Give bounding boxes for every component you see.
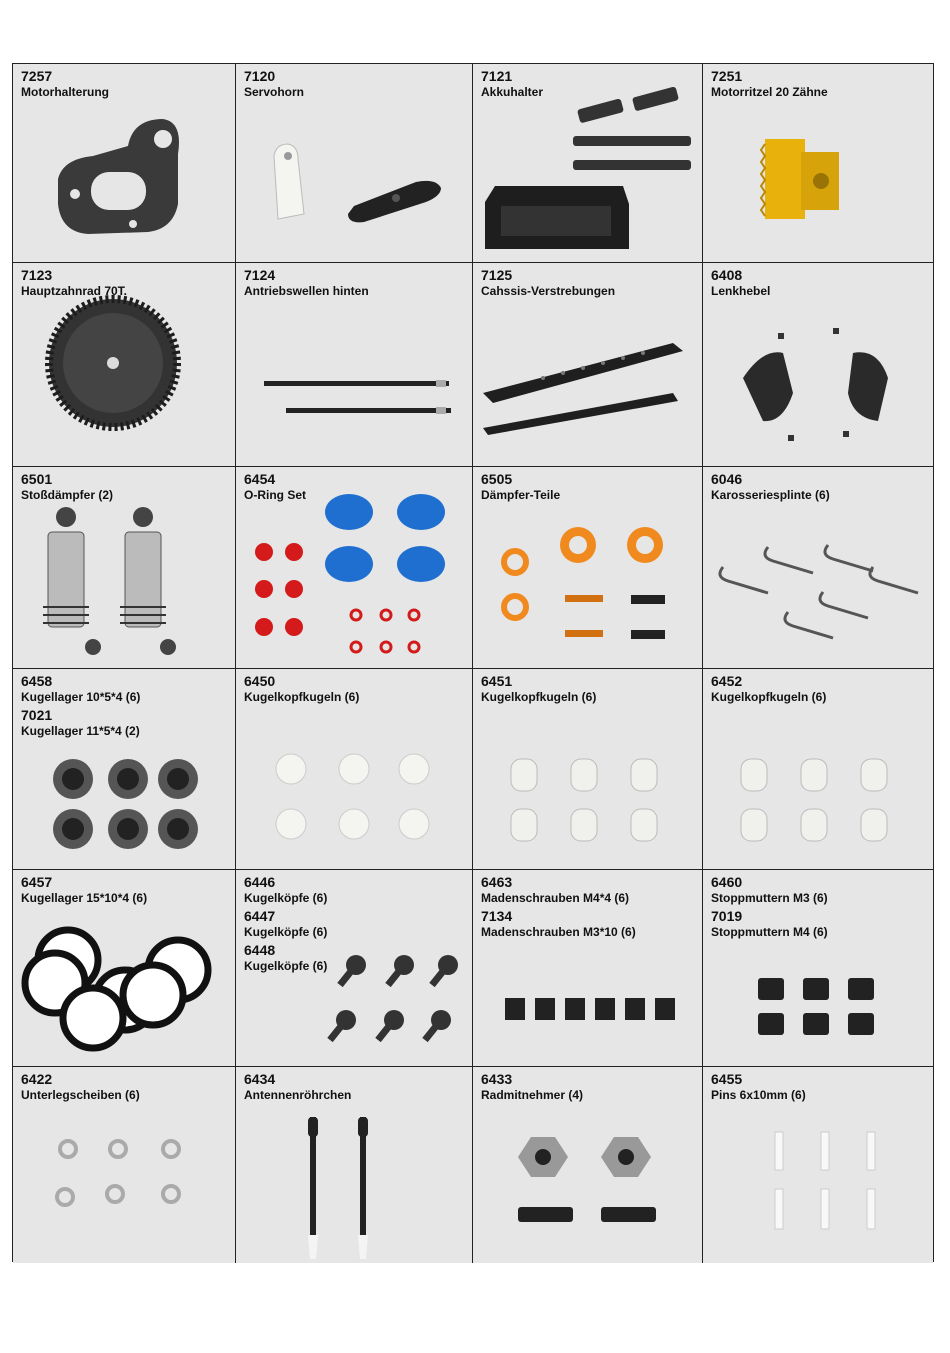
part-name: Lenkhebel: [711, 283, 771, 298]
part-number: 7120: [244, 68, 276, 84]
part-label-block: [711, 673, 826, 707]
part-name: Stoppmuttern M4 (6): [711, 924, 828, 939]
part-number: 6433: [481, 1071, 513, 1087]
part-cell-6460: [703, 870, 933, 1067]
part-cell-7251: [703, 64, 933, 263]
part-name: Stoßdämpfer (2): [21, 487, 114, 502]
part-name: Kugelköpfe (6): [244, 890, 328, 905]
part-name: Cahssis-Verstrebungen: [481, 283, 616, 298]
part-label-block: [21, 68, 109, 102]
part-label-block: [244, 68, 304, 102]
part-label-block: [711, 471, 830, 505]
part-name: Akkuhalter: [481, 84, 544, 99]
part-number: 6463: [481, 874, 513, 890]
part-number: 6408: [711, 267, 743, 283]
part-label-block: [481, 68, 543, 102]
part-cell-6454: [236, 467, 473, 669]
part-name: Unterlegscheiben (6): [21, 1087, 140, 1102]
part-name: Motorritzel 20 Zähne: [711, 84, 828, 99]
part-name: Madenschrauben M4*4 (6): [481, 890, 630, 905]
part-name: Kugelköpfe (6): [244, 924, 328, 939]
part-label-block: [21, 471, 113, 505]
part-name: Kugelkopfkugeln (6): [244, 689, 360, 704]
part-number: 6460: [711, 874, 743, 890]
part-name: Stoppmuttern M3 (6): [711, 890, 828, 905]
part-cell-6451: [473, 669, 703, 870]
part-label-block: [481, 1071, 583, 1105]
part-label-block: [244, 673, 359, 707]
part-name: Kugellager 15*10*4 (6): [21, 890, 148, 905]
part-number: 6452: [711, 673, 743, 689]
part-number: 6446: [244, 874, 276, 890]
part-number: 6458: [21, 673, 53, 689]
part-cell-6434: [236, 1067, 473, 1263]
part-name: Madenschrauben M3*10 (6): [481, 924, 636, 939]
part-name: Motorhalterung: [21, 84, 109, 99]
part-label-block: [711, 874, 828, 942]
part-number: 7123: [21, 267, 53, 283]
part-number: 6501: [21, 471, 53, 487]
part-cell-6501: [13, 467, 236, 669]
part-label-block: [21, 1071, 140, 1105]
part-number: 6422: [21, 1071, 53, 1087]
part-name: Kugelköpfe (6): [244, 959, 328, 974]
part-label-block: [481, 874, 636, 942]
part-name: Hauptzahnrad 70T.: [21, 283, 128, 298]
part-cell-6446: [236, 870, 473, 1067]
part-number: 6505: [481, 471, 513, 487]
part-number: 6448: [244, 942, 276, 959]
part-number: 7257: [21, 68, 53, 84]
part-cell-6463: [473, 870, 703, 1067]
part-number: 6454: [244, 471, 276, 487]
part-name: O-Ring Set: [244, 487, 306, 502]
part-cell-7121: [473, 64, 703, 263]
part-cell-7120: [236, 64, 473, 263]
part-cell-7125: [473, 263, 703, 467]
part-cell-6450: [236, 669, 473, 870]
part-cell-7257: [13, 64, 236, 263]
part-number: 7121: [481, 68, 513, 84]
part-cell-6457: [13, 870, 236, 1067]
part-cell-7123: [13, 263, 236, 467]
part-name: Kugelkopfkugeln (6): [481, 689, 597, 704]
part-cell-6452: [703, 669, 933, 870]
part-name: Kugellager 10*5*4 (6): [21, 689, 141, 704]
part-cell-7124: [236, 263, 473, 467]
part-name: Karosseriesplinte (6): [711, 487, 830, 502]
part-name: Pins 6x10mm (6): [711, 1087, 806, 1102]
part-name: Antennenröhrchen: [244, 1087, 352, 1102]
part-label-block: [481, 267, 615, 301]
part-cell-6458: [13, 669, 236, 870]
part-cell-6408: [703, 263, 933, 467]
part-label-block: [481, 471, 560, 505]
part-number: 6451: [481, 673, 513, 689]
part-cell-6455: [703, 1067, 933, 1263]
part-number: 6455: [711, 1071, 743, 1087]
part-number: 6434: [244, 1071, 276, 1087]
part-cell-6046: [703, 467, 933, 669]
part-name: Kugelkopfkugeln (6): [711, 689, 827, 704]
part-cell-6505: [473, 467, 703, 669]
part-cell-6422: [13, 1067, 236, 1263]
part-label-block: [244, 874, 327, 977]
part-number: 7124: [244, 267, 276, 283]
part-number: 7019: [711, 908, 743, 925]
part-label-block: [244, 267, 369, 301]
part-number: 7251: [711, 68, 743, 84]
part-label-block: [711, 68, 828, 102]
part-number: 7021: [21, 707, 53, 724]
part-cell-6433: [473, 1067, 703, 1263]
part-name: Kugellager 11*5*4 (2): [21, 723, 140, 738]
part-number: 6457: [21, 874, 53, 890]
part-label-block: [244, 471, 306, 505]
part-number: 7134: [481, 908, 513, 925]
part-number: 7125: [481, 267, 513, 283]
part-label-block: [481, 673, 596, 707]
part-number: 6447: [244, 908, 276, 925]
part-name: Radmitnehmer (4): [481, 1087, 584, 1102]
part-number: 6046: [711, 471, 743, 487]
part-label-block: [21, 874, 147, 908]
part-name: Servohorn: [244, 84, 305, 99]
part-name: Dämpfer-Teile: [481, 487, 561, 502]
part-label-block: [21, 267, 127, 301]
part-label-block: [244, 1071, 351, 1105]
part-name: Antriebswellen hinten: [244, 283, 369, 298]
part-label-block: [21, 673, 140, 741]
part-label-block: [711, 1071, 806, 1105]
parts-grid: [12, 63, 934, 1262]
part-number: 6450: [244, 673, 276, 689]
part-label-block: [711, 267, 770, 301]
